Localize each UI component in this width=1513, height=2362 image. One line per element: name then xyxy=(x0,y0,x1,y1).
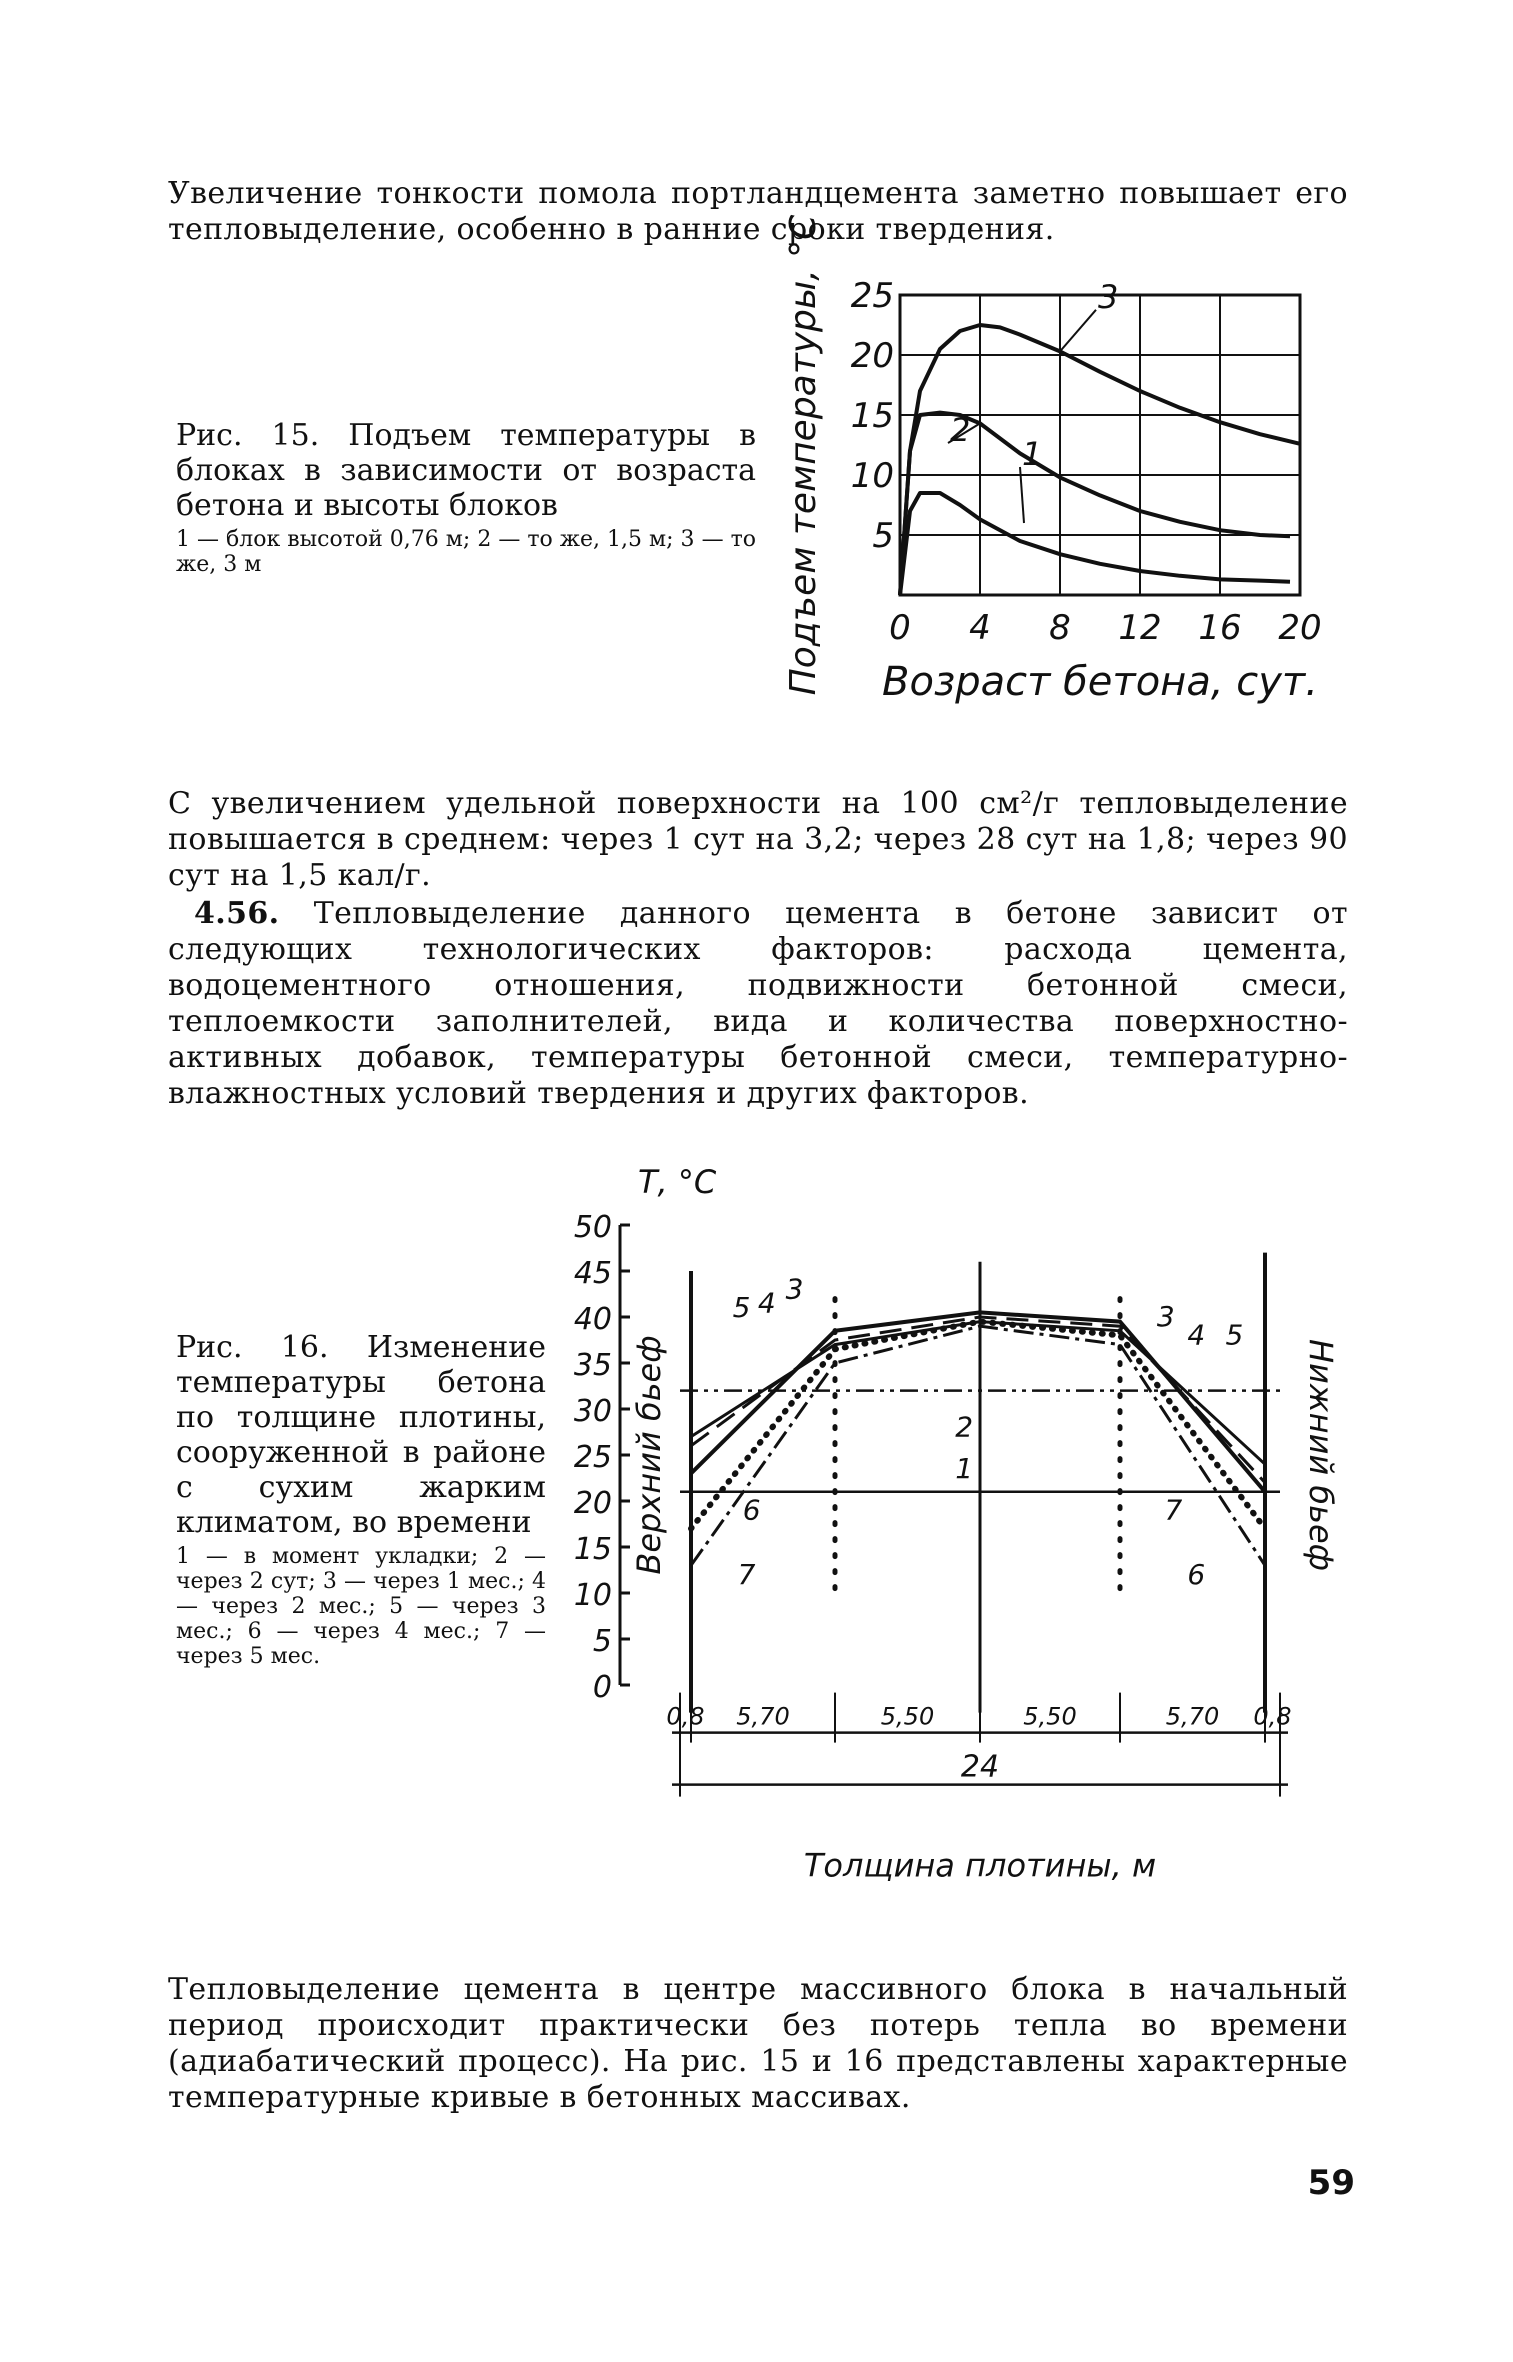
paragraph-surface: С увеличением удельной поверхности на 100 см²/г тепловыделение повышается в среднем: через 1 сут на 3,2; через 28 сут на 1,8; через 90 сут на 1,5 кал/г. xyxy=(168,786,1348,893)
figure-15-chart xyxy=(760,214,1322,705)
upstream-label: Верхний бьеф xyxy=(630,1335,668,1575)
downstream-label: Нижний бьеф xyxy=(1302,1338,1340,1572)
y-tick-label: 35 xyxy=(573,1348,612,1383)
y-tick-label: 15 xyxy=(850,396,894,436)
figure-16-chart xyxy=(560,1163,1340,1895)
curve-label-6: 6 xyxy=(742,1493,761,1527)
y-tick-label: 15 xyxy=(573,1532,612,1567)
curve-label-4: 4 xyxy=(757,1286,776,1320)
x-tick-label: 20 xyxy=(1278,608,1322,648)
x-tick-label: 16 xyxy=(1198,608,1242,648)
x-axis-label: Возраст бетона, сут. xyxy=(882,659,1318,705)
x-axis-label: Толщина плотины, м xyxy=(803,1846,1157,1885)
curve-label-2: 2 xyxy=(955,1410,974,1444)
y-tick-label: 40 xyxy=(573,1302,612,1337)
segment-label: 5,70 xyxy=(1165,1702,1220,1731)
y-tick-label: 20 xyxy=(573,1486,612,1521)
curve-label-leader xyxy=(1060,310,1096,352)
paragraph-intro: Увеличение тонкости помола портландцемента заметно повышает его тепловыделение, особенно в ранние сроки твердения. xyxy=(168,176,1348,247)
segment-label: 5,50 xyxy=(880,1702,935,1731)
section-number: 4.56. xyxy=(194,896,280,931)
segment-label: 5,70 xyxy=(736,1702,790,1731)
curve-label-2: 2 xyxy=(950,411,971,449)
figure-15-title: Рис. 15. Подъем температуры в блоках в зависимости от возраста бетона и высоты блоков xyxy=(176,418,756,523)
temperature-curve-3 xyxy=(691,1312,1265,1491)
curve-label-6: 6 xyxy=(1187,1557,1206,1591)
curve-3 xyxy=(900,325,1300,595)
curve-label-5: 5 xyxy=(1225,1318,1244,1352)
curve-label-7: 7 xyxy=(1164,1493,1183,1527)
x-tick-label: 8 xyxy=(1049,608,1071,648)
y-tick-label: 50 xyxy=(573,1210,612,1245)
paragraph-factors xyxy=(168,896,1348,1112)
paragraph-adiabatic: Тепловыделение цемента в центре массивного блока в начальный период происходит практически без потерь тепла во времени (адиабатический процесс). На рис. 15 и 16 представлены характерные температурные кривые в бетонных массивах. xyxy=(168,1972,1348,2115)
curve-label-4: 4 xyxy=(1187,1318,1206,1352)
figure-16-title: Рис. 16. Изменение температуры бетона по толщине плотины, сооруженной в районе с сухим жарким климатом, во времени xyxy=(176,1330,546,1540)
x-tick-label: 12 xyxy=(1118,608,1162,648)
curve-label-1: 1 xyxy=(1022,435,1043,473)
figure-15-legend: 1 — блок высотой 0,76 м; 2 — то же, 1,5 м; 3 — то же, 3 м xyxy=(176,527,756,577)
segment-label: 0,8 xyxy=(666,1702,705,1731)
y-tick-label: 45 xyxy=(573,1256,612,1291)
temperature-curve-4 xyxy=(691,1317,1265,1483)
segment-label: 5,50 xyxy=(1023,1702,1077,1731)
curve-label-3: 3 xyxy=(1156,1300,1175,1334)
x-tick-label: 4 xyxy=(969,608,991,648)
curve-label-3: 3 xyxy=(1098,277,1119,316)
curve-label-1: 1 xyxy=(955,1452,974,1485)
y-axis-label: Подъем температуры, °С xyxy=(783,214,824,696)
paragraph-factors-text: Тепловыделение данного цемента в бетоне зависит от следующих технологических факторов: расхода цемента, водоцементного отношения, подвижности бетонной смеси, теплоемкости заполнителей, вида и количества поверхностно-активных добавок, температуры бетонной смеси, температурно-влажностных условий твердения и других факторов. xyxy=(168,896,1348,1111)
figure-16-legend: 1 — в момент укладки; 2 — через 2 сут; 3 — через 1 мес.; 4 — через 2 мес.; 5 — через 3 мес.; 6 — через 4 мес.; 7 — через 5 мес. xyxy=(176,1544,546,1669)
y-tick-label: 25 xyxy=(573,1440,612,1475)
y-tick-label: 0 xyxy=(592,1670,612,1705)
y-tick-label: 25 xyxy=(850,276,894,316)
y-tick-label: 30 xyxy=(573,1394,612,1429)
y-tick-label: 10 xyxy=(850,456,894,496)
temperature-curve-7 xyxy=(691,1326,1265,1565)
curve-label-5: 5 xyxy=(732,1291,751,1324)
y-tick-label: 20 xyxy=(850,336,894,376)
y-axis-label: Т, °С xyxy=(638,1163,717,1201)
figure-15-caption xyxy=(176,418,756,577)
page-number: 59 xyxy=(1307,2163,1355,2203)
total-thickness-label: 24 xyxy=(960,1749,1000,1785)
y-tick-label: 5 xyxy=(592,1624,612,1659)
curve-label-7: 7 xyxy=(737,1557,756,1591)
y-tick-label: 5 xyxy=(872,516,894,556)
x-tick-label: 0 xyxy=(889,608,911,648)
figure-16-caption xyxy=(176,1330,546,1669)
y-tick-label: 10 xyxy=(573,1578,612,1613)
curve-1 xyxy=(900,493,1290,595)
curve-label-3: 3 xyxy=(785,1272,804,1306)
segment-label: 0,8 xyxy=(1253,1702,1292,1731)
